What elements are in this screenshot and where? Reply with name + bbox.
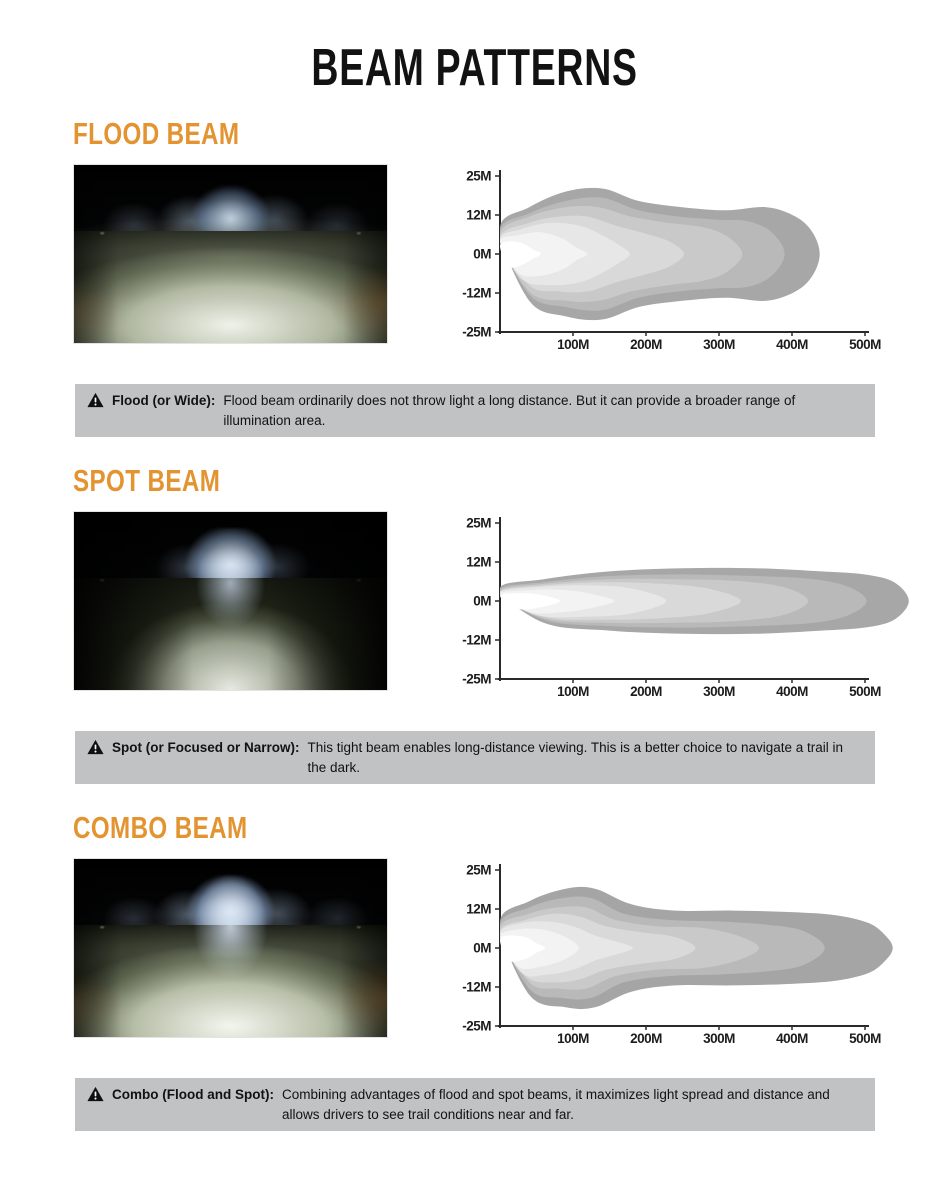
y-tick-label: 25M (466, 862, 491, 878)
page-title-text: BEAM PATTERNS (311, 39, 639, 97)
spot-beam-note (75, 731, 875, 784)
x-tick-label: 500M (849, 337, 881, 352)
y-tick-label: -12M (462, 285, 491, 301)
page-title (0, 38, 950, 98)
note-text: This tight beam enables long-distance viewing. This is a better choice to navigate a trail in the dark. (307, 740, 844, 775)
y-tick-label: 12M (466, 207, 491, 223)
x-tick-label: 300M (703, 684, 735, 700)
combo-beam-heading-text: COMBO BEAM (73, 810, 248, 846)
x-tick-label: 400M (776, 337, 808, 352)
spot-beam-chart (452, 511, 922, 701)
x-tick-label: 400M (776, 1031, 808, 1047)
y-tick-label: -25M (462, 671, 491, 687)
flood-beam-chart-svg (452, 164, 922, 354)
x-tick-label: 400M (776, 684, 808, 700)
y-tick-label: 0M (473, 940, 491, 956)
flood-beam-heading-text: FLOOD BEAM (73, 116, 240, 151)
note-label: Flood (or Wide): (112, 393, 216, 408)
photo-vignette (74, 512, 387, 690)
x-tick-label: 300M (703, 337, 735, 352)
combo-beam-chart (452, 858, 922, 1048)
combo-beam-note (75, 1078, 875, 1131)
x-tick-label: 100M (557, 337, 589, 352)
spot-beam-heading (0, 463, 950, 499)
spot-beam-heading-text: SPOT BEAM (73, 463, 221, 499)
y-tick-label: 12M (466, 901, 491, 917)
y-tick-label: -25M (462, 324, 491, 340)
flood-beam-heading (0, 116, 950, 152)
y-tick-label: 25M (466, 515, 491, 531)
y-tick-label: 0M (473, 593, 491, 609)
flood-beam-note (75, 384, 875, 437)
x-tick-label: 500M (849, 1031, 881, 1047)
y-tick-label: 0M (473, 246, 491, 262)
warning-icon (87, 392, 104, 408)
y-tick-label: 12M (466, 554, 491, 570)
y-tick-label: -12M (462, 632, 491, 648)
x-tick-label: 100M (557, 684, 589, 700)
x-tick-label: 200M (630, 337, 662, 352)
x-tick-label: 500M (849, 684, 881, 700)
photo-vignette (74, 859, 387, 1037)
spot-beam-chart-svg (452, 511, 922, 701)
section-flood-beam (0, 116, 950, 437)
y-tick-label: 25M (466, 168, 491, 184)
y-tick-label: -25M (462, 1018, 491, 1034)
combo-beam-photo (73, 858, 388, 1038)
flood-beam-row (0, 164, 950, 354)
combo-beam-heading (0, 810, 950, 846)
x-tick-label: 300M (703, 1031, 735, 1047)
spot-beam-photo (73, 511, 388, 691)
combo-beam-chart-svg (452, 858, 922, 1048)
x-tick-label: 200M (630, 1031, 662, 1047)
note-label: Combo (Flood and Spot): (112, 1087, 274, 1103)
warning-icon (87, 1086, 104, 1102)
combo-beam-row (0, 858, 950, 1048)
flood-beam-chart (452, 164, 922, 354)
note-text: Flood beam ordinarily does not throw light a long distance. But it can provide a broader range of illumination area. (223, 393, 796, 428)
warning-icon (87, 739, 104, 755)
spot-beam-row (0, 511, 950, 701)
x-tick-label: 200M (630, 684, 662, 700)
flood-beam-photo (73, 164, 388, 344)
note-text: Combining advantages of flood and spot beams, it maximizes light spread and distance and allows drivers to see trail conditions near and far. (281, 1087, 830, 1122)
section-combo-beam (0, 810, 950, 1131)
note-label: Spot (or Focused or Narrow): (112, 740, 300, 756)
photo-vignette (74, 165, 387, 343)
x-tick-label: 100M (557, 1031, 589, 1047)
y-tick-label: -12M (462, 979, 491, 995)
section-spot-beam (0, 463, 950, 784)
